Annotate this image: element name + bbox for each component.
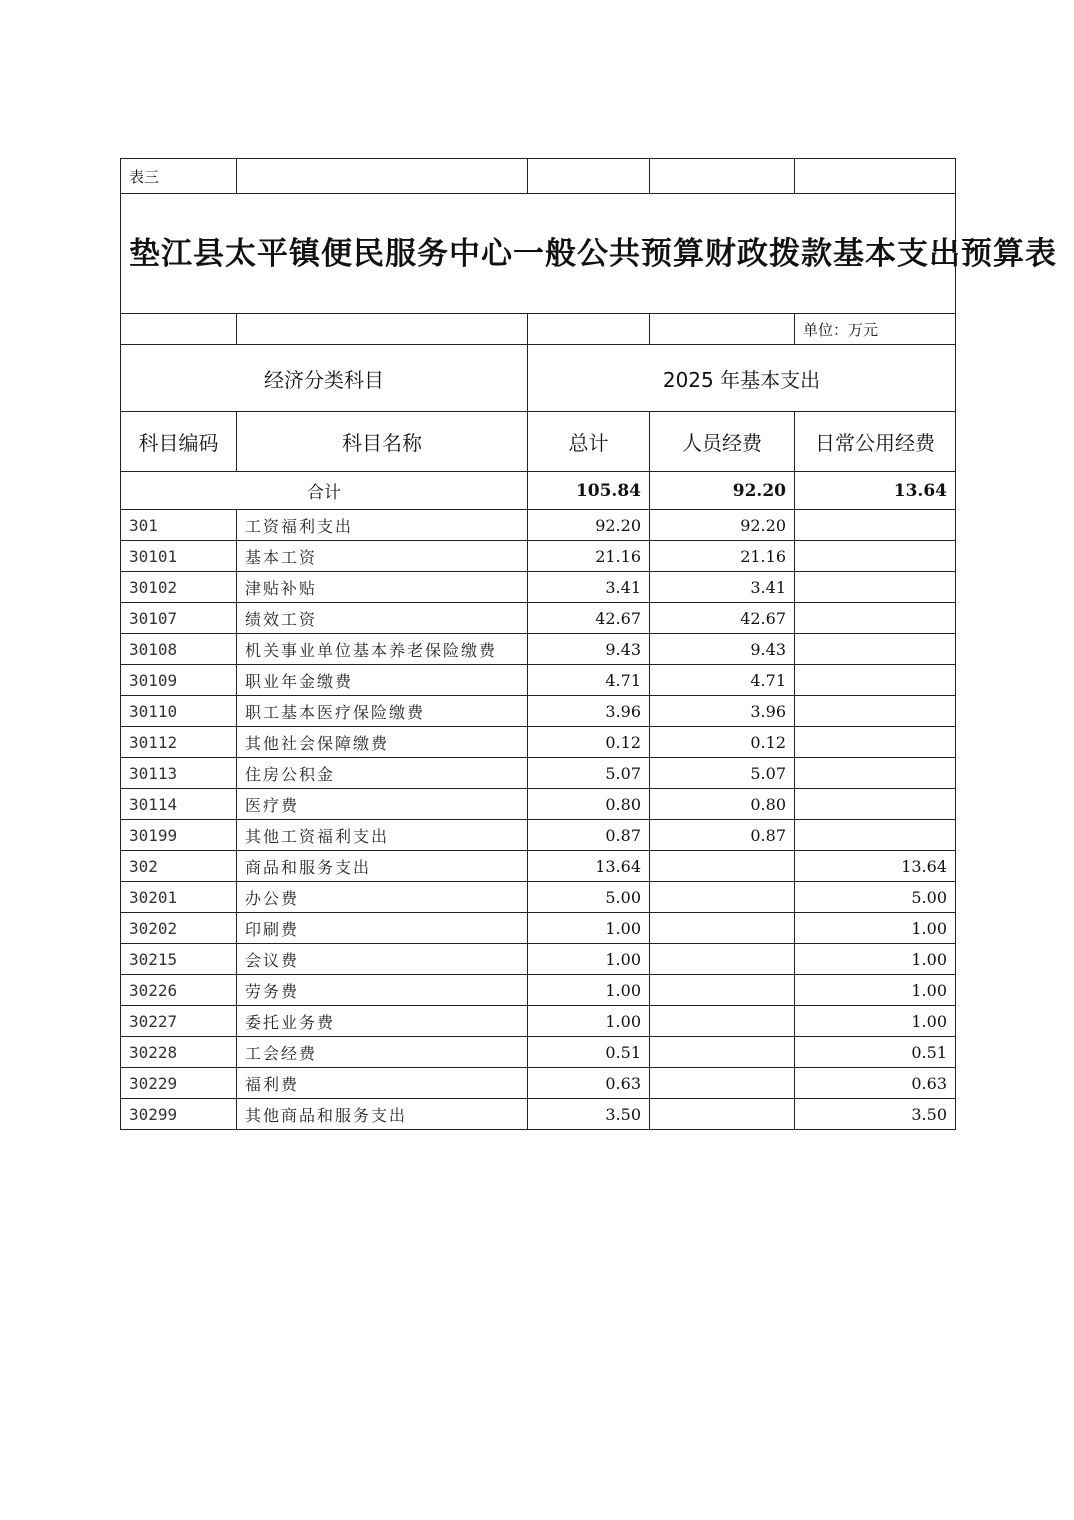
table-row (121, 975, 956, 1006)
row-code: 30229 (121, 1068, 237, 1099)
row-total: 3.96 (528, 696, 650, 727)
header-basic-spending: 2025 年基本支出 (528, 345, 956, 412)
row-public: 0.63 (795, 1068, 956, 1099)
total-public: 13.64 (795, 472, 956, 510)
table-row (121, 789, 956, 820)
table-row (121, 882, 956, 913)
row-name: 津贴补贴 (237, 572, 528, 603)
row-personnel: 3.41 (650, 572, 795, 603)
table-tag: 表三 (121, 159, 237, 194)
row-total: 1.00 (528, 1006, 650, 1037)
row-code: 301 (121, 510, 237, 541)
row-name: 办公费 (237, 882, 528, 913)
unit-label: 单位：万元 (795, 314, 956, 345)
row-name: 劳务费 (237, 975, 528, 1006)
header-row-2 (121, 412, 956, 472)
table-row (121, 944, 956, 975)
row-personnel (650, 882, 795, 913)
row-name: 职业年金缴费 (237, 665, 528, 696)
row-name: 工资福利支出 (237, 510, 528, 541)
total-sum: 105.84 (528, 472, 650, 510)
row-total: 0.63 (528, 1068, 650, 1099)
total-label: 合计 (121, 472, 528, 510)
table-row (121, 634, 956, 665)
row-personnel: 3.96 (650, 696, 795, 727)
row-public (795, 510, 956, 541)
row-public: 0.51 (795, 1037, 956, 1068)
row-name: 工会经费 (237, 1037, 528, 1068)
row-public (795, 572, 956, 603)
total-personnel: 92.20 (650, 472, 795, 510)
row-public (795, 820, 956, 851)
row-code: 30107 (121, 603, 237, 634)
row-name: 其他商品和服务支出 (237, 1099, 528, 1130)
row-total: 1.00 (528, 944, 650, 975)
row-name: 福利费 (237, 1068, 528, 1099)
row-code: 30215 (121, 944, 237, 975)
row-personnel (650, 944, 795, 975)
row-personnel: 0.87 (650, 820, 795, 851)
row-code: 30109 (121, 665, 237, 696)
table-row (121, 510, 956, 541)
row-name: 职工基本医疗保险缴费 (237, 696, 528, 727)
header-econ-class: 经济分类科目 (121, 345, 528, 412)
row-total: 0.80 (528, 789, 650, 820)
row-total: 5.07 (528, 758, 650, 789)
header-personnel: 人员经费 (650, 412, 795, 472)
row-personnel: 42.67 (650, 603, 795, 634)
table-row (121, 1068, 956, 1099)
table-row (121, 665, 956, 696)
row-name: 委托业务费 (237, 1006, 528, 1037)
row-personnel: 5.07 (650, 758, 795, 789)
row-total: 0.51 (528, 1037, 650, 1068)
row-total: 0.12 (528, 727, 650, 758)
row-public: 1.00 (795, 944, 956, 975)
row-name: 住房公积金 (237, 758, 528, 789)
row-personnel: 9.43 (650, 634, 795, 665)
row-code: 30226 (121, 975, 237, 1006)
row-name: 基本工资 (237, 541, 528, 572)
row-name: 机关事业单位基本养老保险缴费 (237, 634, 528, 665)
row-public (795, 634, 956, 665)
row-personnel (650, 1006, 795, 1037)
row-name: 绩效工资 (237, 603, 528, 634)
table-row (121, 1099, 956, 1130)
row-name: 会议费 (237, 944, 528, 975)
row-code: 30112 (121, 727, 237, 758)
row-total: 0.87 (528, 820, 650, 851)
row-total: 92.20 (528, 510, 650, 541)
row-personnel (650, 851, 795, 882)
row-name: 医疗费 (237, 789, 528, 820)
row-code: 30228 (121, 1037, 237, 1068)
table-row (121, 572, 956, 603)
row-public: 1.00 (795, 913, 956, 944)
row-name: 其他工资福利支出 (237, 820, 528, 851)
header-row-1 (121, 345, 956, 412)
header-name: 科目名称 (237, 412, 528, 472)
row-personnel: 21.16 (650, 541, 795, 572)
row-code: 302 (121, 851, 237, 882)
table-row (121, 851, 956, 882)
table-row (121, 820, 956, 851)
row-code: 30101 (121, 541, 237, 572)
total-row (121, 472, 956, 510)
row-code: 30113 (121, 758, 237, 789)
row-total: 42.67 (528, 603, 650, 634)
row-personnel: 0.80 (650, 789, 795, 820)
row-personnel: 4.71 (650, 665, 795, 696)
row-name: 其他社会保障缴费 (237, 727, 528, 758)
budget-table (120, 158, 1057, 1130)
row-public (795, 603, 956, 634)
row-public (795, 727, 956, 758)
row-code: 30199 (121, 820, 237, 851)
row-personnel (650, 1037, 795, 1068)
table-tag-row (121, 159, 956, 194)
row-total: 21.16 (528, 541, 650, 572)
row-public: 13.64 (795, 851, 956, 882)
table-row (121, 603, 956, 634)
row-public (795, 789, 956, 820)
row-public (795, 665, 956, 696)
table-row (121, 696, 956, 727)
row-name: 商品和服务支出 (237, 851, 528, 882)
row-code: 30110 (121, 696, 237, 727)
row-total: 3.50 (528, 1099, 650, 1130)
header-public: 日常公用经费 (795, 412, 956, 472)
row-personnel: 92.20 (650, 510, 795, 541)
row-total: 1.00 (528, 913, 650, 944)
table-row (121, 541, 956, 572)
row-public: 1.00 (795, 975, 956, 1006)
row-personnel: 0.12 (650, 727, 795, 758)
row-public (795, 541, 956, 572)
row-code: 30299 (121, 1099, 237, 1130)
row-public: 3.50 (795, 1099, 956, 1130)
header-total: 总计 (528, 412, 650, 472)
row-public: 5.00 (795, 882, 956, 913)
row-code: 30201 (121, 882, 237, 913)
row-personnel (650, 913, 795, 944)
row-total: 4.71 (528, 665, 650, 696)
table-row (121, 1037, 956, 1068)
row-public (795, 758, 956, 789)
row-code: 30102 (121, 572, 237, 603)
row-personnel (650, 1099, 795, 1130)
row-public (795, 696, 956, 727)
row-total: 5.00 (528, 882, 650, 913)
row-public: 1.00 (795, 1006, 956, 1037)
title-row (121, 194, 956, 314)
unit-row (121, 314, 956, 345)
row-code: 30202 (121, 913, 237, 944)
row-code: 30114 (121, 789, 237, 820)
row-total: 9.43 (528, 634, 650, 665)
row-code: 30227 (121, 1006, 237, 1037)
row-total: 3.41 (528, 572, 650, 603)
row-personnel (650, 1068, 795, 1099)
row-code: 30108 (121, 634, 237, 665)
table-row (121, 727, 956, 758)
table-row (121, 758, 956, 789)
table-row (121, 1006, 956, 1037)
table-row (121, 913, 956, 944)
page-title: 垫江县太平镇便民服务中心一般公共预算财政拨款基本支出预算表 (121, 194, 956, 314)
header-code: 科目编码 (121, 412, 237, 472)
row-total: 1.00 (528, 975, 650, 1006)
row-name: 印刷费 (237, 913, 528, 944)
row-personnel (650, 975, 795, 1006)
row-total: 13.64 (528, 851, 650, 882)
